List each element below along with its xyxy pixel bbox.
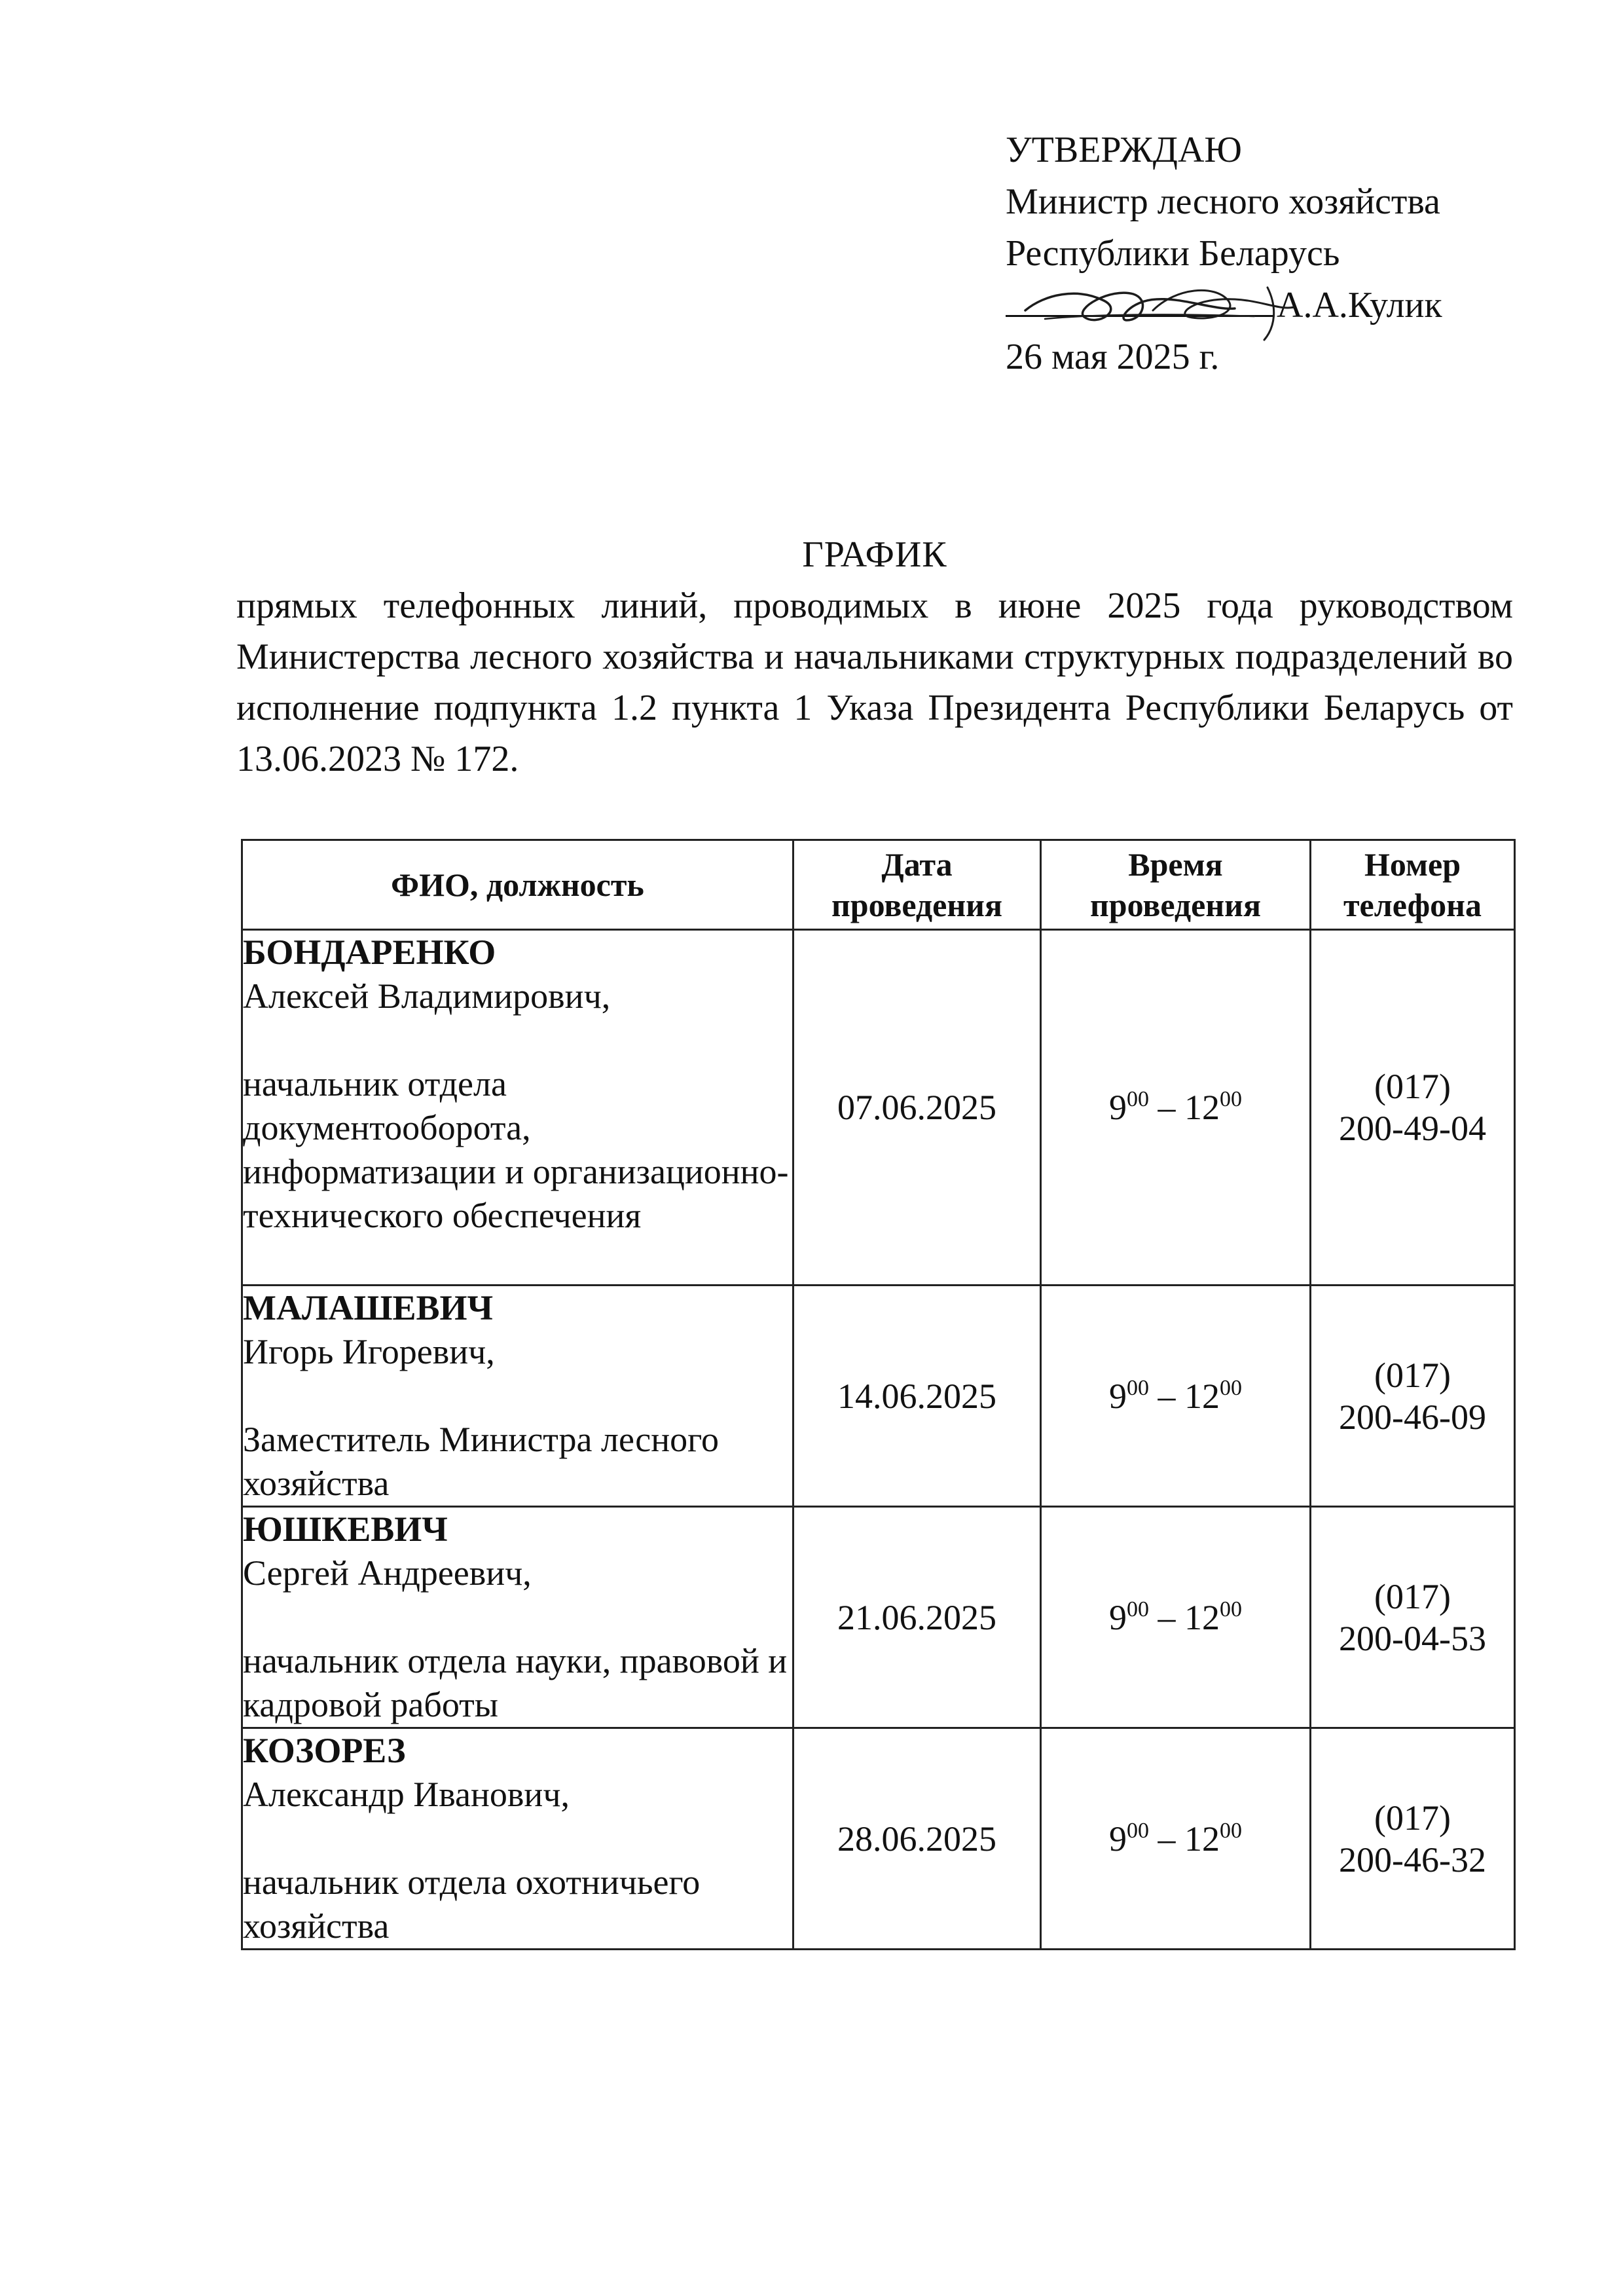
person-surname: ЮШКЕВИЧ — [243, 1509, 448, 1549]
phone-cell: (017) 200-46-09 — [1311, 1286, 1515, 1507]
table-row — [242, 1507, 1515, 1728]
person-given-name: Игорь Игоревич, — [243, 1332, 495, 1371]
person-surname: БОНДАРЕНКО — [243, 933, 496, 972]
person-surname: МАЛАШЕВИЧ — [243, 1288, 494, 1327]
document-header — [236, 529, 1513, 785]
schedule-table — [241, 839, 1516, 1950]
approval-block — [1006, 124, 1442, 383]
header-name: ФИО, должность — [242, 840, 793, 930]
signer-name: А.А.Кулик — [1277, 285, 1442, 325]
person-surname: КОЗОРЕЗ — [243, 1731, 406, 1770]
date-cell: 28.06.2025 — [793, 1728, 1041, 1950]
person-given-name: Александр Иванович, — [243, 1775, 570, 1814]
person-cell — [242, 1286, 793, 1507]
time-cell: $9^{00} - 12^{00}$ — [1041, 1507, 1311, 1728]
table-row — [242, 930, 1515, 1286]
approval-country: Республики Беларусь — [1006, 233, 1340, 274]
date-cell: 07.06.2025 — [793, 930, 1041, 1286]
document-description: прямых телефонных линий, проводимых в июне 2025 года руководством Министерства лесного хозяйства и начальниками структурных подразделений во исполнение подпункта 1.2 пункта 1 Указа Президента Республики Беларусь от 13.06.2023 № 172. — [236, 585, 1513, 779]
header-phone: Номер телефона — [1311, 840, 1515, 930]
approval-heading: УТВЕРЖДАЮ — [1006, 130, 1242, 170]
date-cell: 14.06.2025 — [793, 1286, 1041, 1507]
time-cell: $9^{00} - 12^{00}$ — [1041, 930, 1311, 1286]
person-cell — [242, 1728, 793, 1950]
table-header-row — [242, 840, 1515, 930]
time-cell: $9^{00} - 12^{00}$ — [1041, 1728, 1311, 1950]
signature-line — [1006, 280, 1442, 331]
person-position: Заместитель Министра лесного хозяйства — [243, 1420, 719, 1503]
handwritten-signature — [1019, 248, 1300, 346]
person-cell — [242, 1507, 793, 1728]
phone-cell: (017) 200-49-04 — [1311, 930, 1515, 1286]
header-time: Время проведения — [1041, 840, 1311, 930]
document-title: ГРАФИК — [802, 534, 947, 575]
phone-cell: (017) 200-46-32 — [1311, 1728, 1515, 1950]
person-position: начальник отдела науки, правовой и кадровой работы — [243, 1641, 788, 1724]
table-row — [242, 1728, 1515, 1950]
phone-cell: (017) 200-04-53 — [1311, 1507, 1515, 1728]
time-cell: $9^{00} - 12^{00}$ — [1041, 1286, 1311, 1507]
person-given-name: Сергей Андреевич, — [243, 1553, 532, 1593]
header-date: Дата проведения — [793, 840, 1041, 930]
approval-date: 26 мая 2025 г. — [1006, 337, 1220, 377]
person-position: начальник отдела охотничьего хозяйства — [243, 1862, 701, 1946]
person-position: начальник отдела документооборота, информатизации и организационно-технического обеспечения — [243, 1064, 789, 1235]
table-row — [242, 1286, 1515, 1507]
person-cell — [242, 930, 793, 1286]
date-cell: 21.06.2025 — [793, 1507, 1041, 1728]
person-given-name: Алексей Владимирович, — [243, 976, 611, 1016]
approval-position: Министр лесного хозяйства — [1006, 181, 1440, 222]
